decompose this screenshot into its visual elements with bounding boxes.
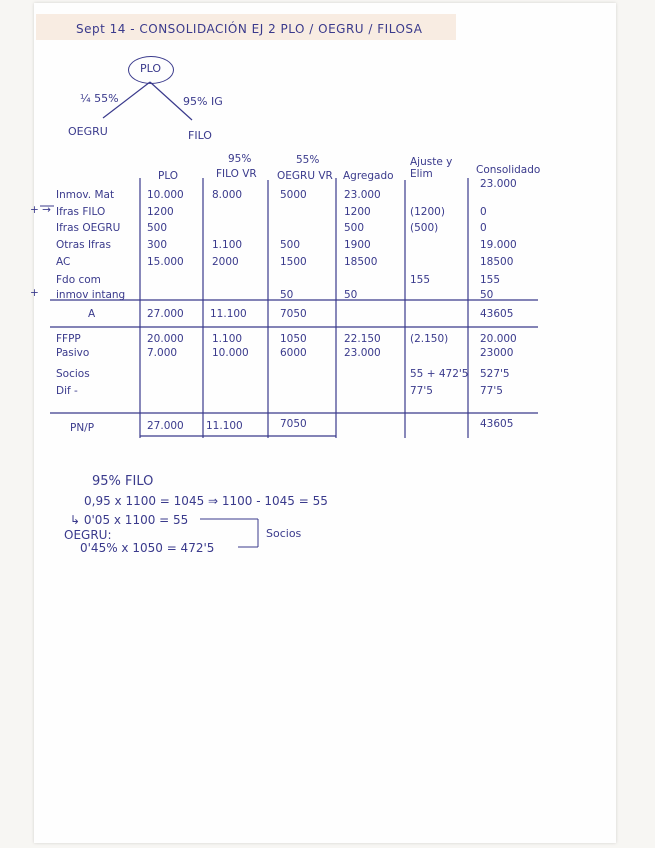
asset-6-marker: + <box>30 287 39 299</box>
asset-3-cons: 19.000 <box>480 239 517 251</box>
root-label: PLO <box>140 62 162 75</box>
header-plo: PLO <box>158 170 179 182</box>
header-ajuste: Ajuste y Elim <box>410 156 453 180</box>
liab-0-ajuste: (2.150) <box>410 333 449 345</box>
liab-1-cons: 23000 <box>480 347 514 359</box>
liab-0-cons: 20.000 <box>480 333 517 345</box>
header-agregado: Agregado <box>343 170 394 182</box>
asset-1-plo: 1200 <box>147 206 174 218</box>
liab-0-plo: 20.000 <box>147 333 184 345</box>
asset-5-cons: 155 <box>480 274 501 286</box>
asset-2-plo: 500 <box>147 222 168 234</box>
header-filo: FILO VR <box>216 168 257 180</box>
header-oegru-pct: 55% <box>296 154 320 166</box>
asset-2-cons: 0 <box>480 222 487 234</box>
asset-0-filo: 8.000 <box>212 189 243 201</box>
header-consolidado: Consolidado <box>476 164 541 176</box>
asset-0-label: Inmov. Mat <box>56 189 115 201</box>
liab-1-label: Pasivo <box>56 347 90 359</box>
asset-3-filo: 1.100 <box>212 239 243 251</box>
asset-3-oegru: 500 <box>280 239 301 251</box>
total-assets-filo: 11.100 <box>210 308 247 320</box>
right-percent: 95% IG <box>183 95 223 108</box>
liab-0-oegru: 1050 <box>280 333 307 345</box>
liab-3-ajuste: 77'5 <box>410 385 433 397</box>
total-assets-oegru: 7050 <box>280 308 307 320</box>
total-assets-cons: 43605 <box>480 308 514 320</box>
asset-4-cons: 18500 <box>480 256 514 268</box>
asset-3-plo: 300 <box>147 239 168 251</box>
consolidado-top: 23.000 <box>480 178 517 190</box>
total-liab-filo: 11.100 <box>206 420 243 432</box>
asset-2-agregado: 500 <box>344 222 365 234</box>
liab-0-filo: 1.100 <box>212 333 243 345</box>
calc-line-2: ↳ 0'05 x 1100 = 55 <box>70 513 189 527</box>
asset-5-ajuste: 155 <box>410 274 431 286</box>
liab-3-label: Dif - <box>56 385 78 397</box>
asset-2-label: Ifras OEGRU <box>56 222 121 234</box>
asset-4-agregado: 18500 <box>344 256 378 268</box>
total-liab-oegru: 7050 <box>280 418 307 430</box>
asset-1-cons: 0 <box>480 206 487 218</box>
header-filo-pct: 95% <box>228 153 252 165</box>
calc-socios: Socios <box>266 527 302 540</box>
calc-line-3: OEGRU: <box>64 528 112 542</box>
calc-line-4: 0'45% x 1050 = 472'5 <box>80 541 215 555</box>
liab-1-filo: 10.000 <box>212 347 249 359</box>
total-assets-label: A <box>88 308 96 320</box>
asset-4-label: AC <box>56 256 71 268</box>
asset-4-plo: 15.000 <box>147 256 184 268</box>
asset-2-ajuste: (500) <box>410 222 439 234</box>
asset-6-oegru: 50 <box>280 289 294 301</box>
asset-1-ajuste: (1200) <box>410 206 445 218</box>
liab-0-label: FFPP <box>56 333 81 345</box>
asset-5-label: Fdo com <box>56 274 101 286</box>
liab-0-agregado: 22.150 <box>344 333 381 345</box>
header-oegru: OEGRU VR <box>277 170 333 182</box>
liab-2-label: Socios <box>56 368 90 380</box>
liab-1-oegru: 6000 <box>280 347 307 359</box>
asset-1-label: Ifras FILO <box>56 206 106 218</box>
liab-2-ajuste: 55 + 472'5 <box>410 368 469 380</box>
total-assets-plo: 27.000 <box>147 308 184 320</box>
liab-2-cons: 527'5 <box>480 368 510 380</box>
asset-0-oegru: 5000 <box>280 189 307 201</box>
total-liab-label: PN/P <box>70 422 95 434</box>
liab-1-plo: 7.000 <box>147 347 178 359</box>
asset-3-agregado: 1900 <box>344 239 371 251</box>
asset-6-agregado: 50 <box>344 289 358 301</box>
asset-3-label: Otras Ifras <box>56 239 111 251</box>
left-child: OEGRU <box>68 125 108 138</box>
calc-line-1: 0,95 x 1100 = 1045 ⇒ 1100 - 1045 = 55 <box>84 494 328 508</box>
left-percent: ¼ 55% <box>80 92 119 105</box>
asset-0-agregado: 23.000 <box>344 189 381 201</box>
asset-0-plo: 10.000 <box>147 189 184 201</box>
total-liab-cons: 43605 <box>480 418 514 430</box>
page-title: Sept 14 - CONSOLIDACIÓN EJ 2 PLO / OEGRU / FILOSA <box>76 22 423 36</box>
asset-6-label: inmov intang <box>56 289 126 301</box>
asset-4-oegru: 1500 <box>280 256 307 268</box>
asset-1-marker: + → <box>30 204 51 216</box>
right-child: FILO <box>188 129 212 142</box>
asset-1-agregado: 1200 <box>344 206 371 218</box>
liab-1-agregado: 23.000 <box>344 347 381 359</box>
asset-4-filo: 2000 <box>212 256 239 268</box>
total-liab-plo: 27.000 <box>147 420 184 432</box>
calc-heading: 95% FILO <box>92 474 154 489</box>
asset-6-cons: 50 <box>480 289 494 301</box>
liab-3-cons: 77'5 <box>480 385 503 397</box>
